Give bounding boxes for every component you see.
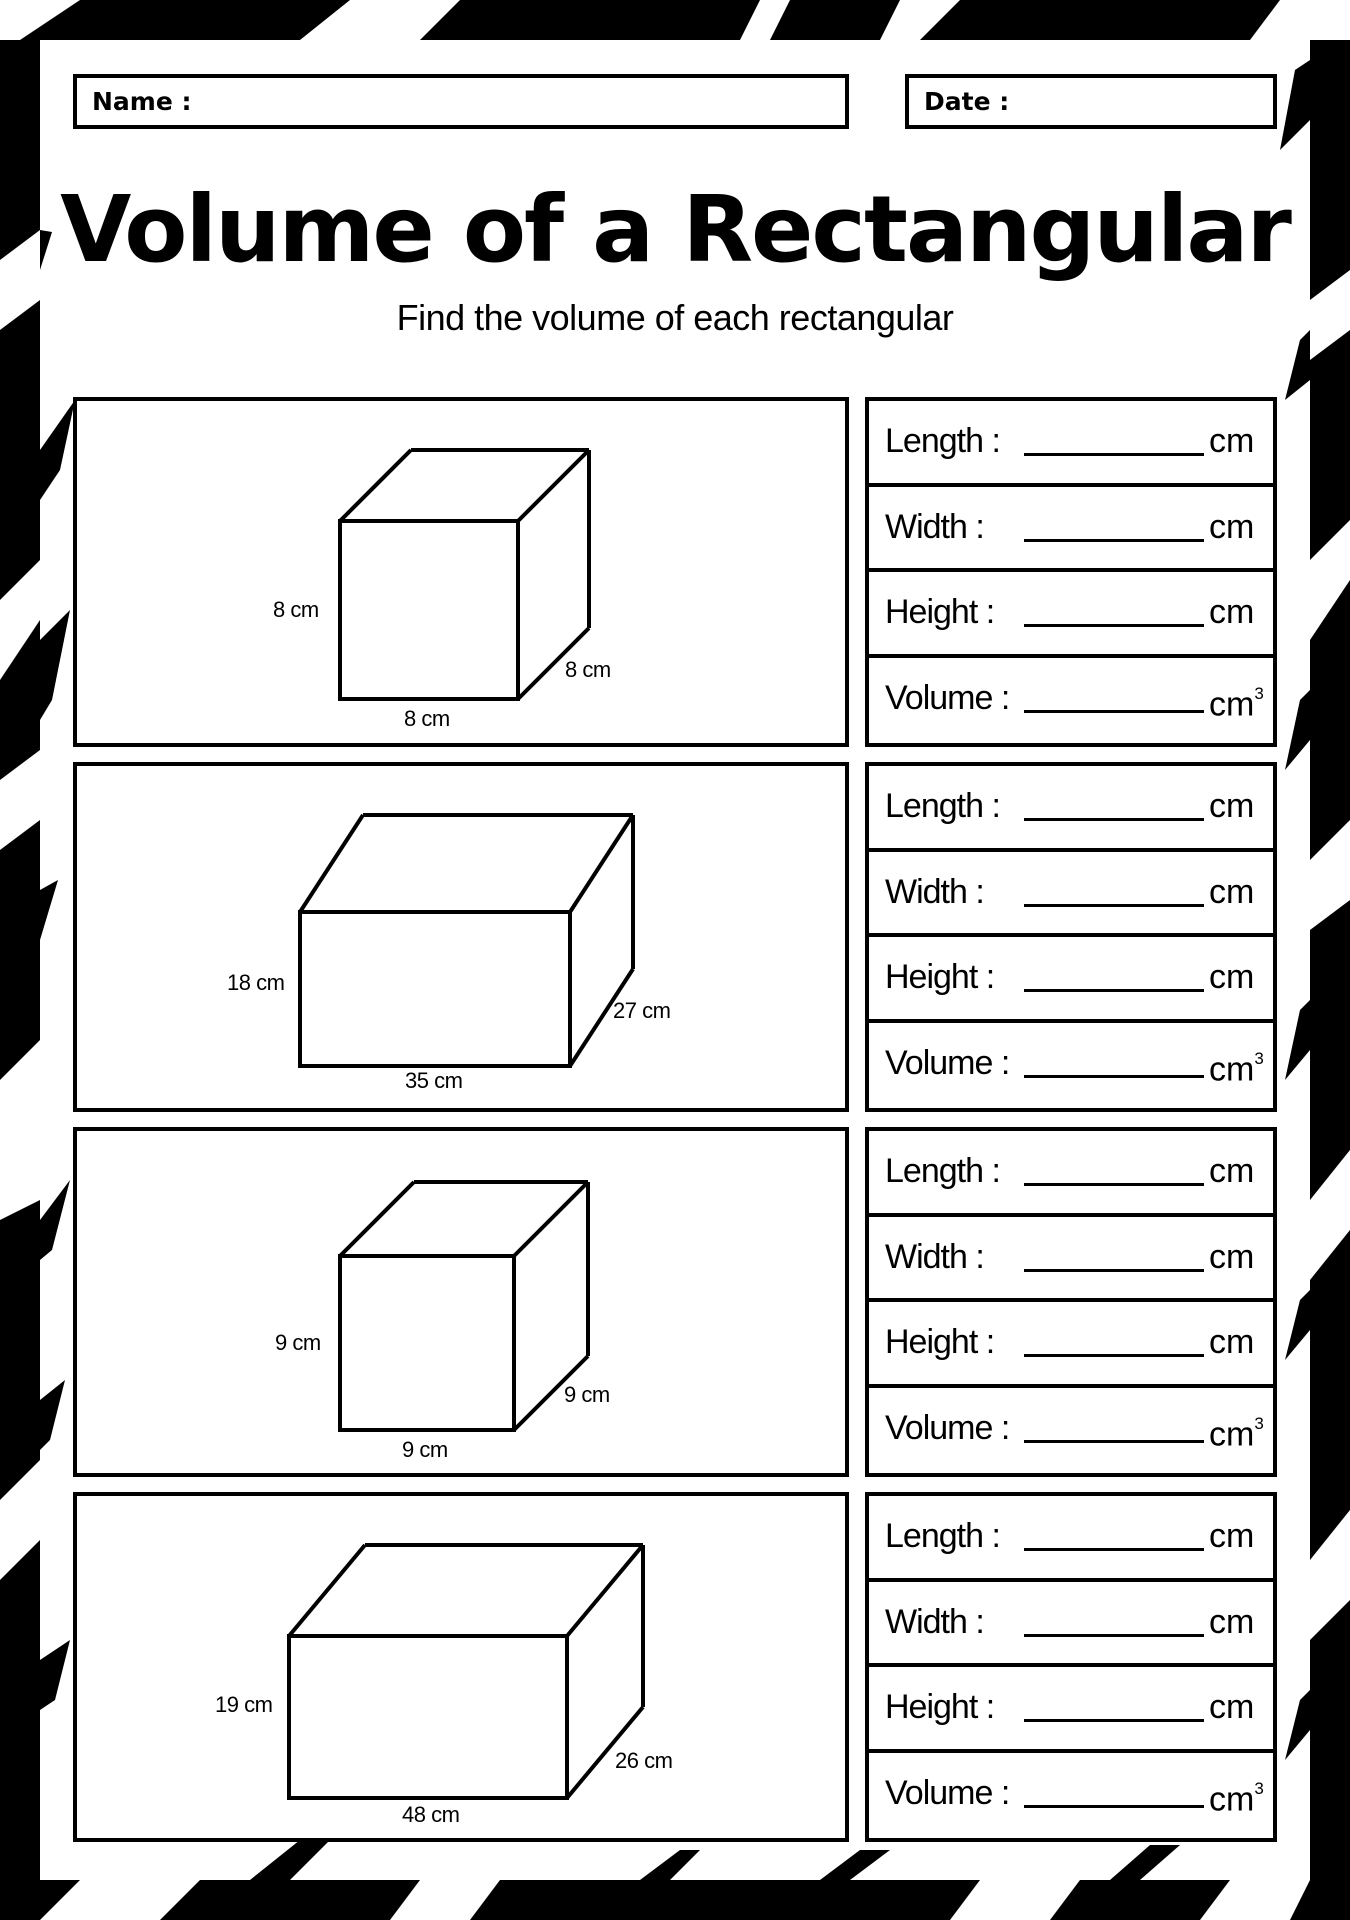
problem-3-height-label: 9 cm <box>275 1330 321 1355</box>
page-title: Volume of a Rectangular <box>60 176 1290 283</box>
volume-unit-label: $cm^3$ <box>1209 683 1264 723</box>
length-row <box>869 1496 1273 1582</box>
volume-unit-label: $cm^3$ <box>1209 1413 1264 1453</box>
width-answer-blank[interactable] <box>1024 539 1204 542</box>
problem-1-answers <box>865 397 1277 747</box>
length-label: Length : <box>885 1152 1000 1190</box>
rectangular-prism-4 <box>77 1496 853 1846</box>
unit-label: cm <box>1209 872 1255 911</box>
problem-3-depth-label: 9 cm <box>564 1382 610 1407</box>
date-field[interactable]: Date : <box>905 74 1277 129</box>
volume-answer-blank[interactable] <box>1024 1075 1204 1078</box>
problem-3-figure <box>73 1127 849 1477</box>
height-answer-blank[interactable] <box>1024 624 1204 627</box>
width-answer-blank[interactable] <box>1024 1269 1204 1272</box>
height-row <box>869 937 1273 1023</box>
width-row <box>869 1217 1273 1303</box>
problem-4-depth-label: 26 cm <box>615 1748 673 1773</box>
length-answer-blank[interactable] <box>1024 453 1204 456</box>
rectangular-prism-1 <box>77 401 853 751</box>
unit-label: cm <box>1209 422 1255 460</box>
height-answer-blank[interactable] <box>1024 989 1204 992</box>
height-row <box>869 572 1273 658</box>
problem-3-length-label: 9 cm <box>402 1437 448 1462</box>
height-label: Height : <box>885 1688 995 1726</box>
length-row <box>869 401 1273 487</box>
name-field[interactable]: Name : <box>73 74 849 129</box>
volume-row <box>869 658 1273 744</box>
problem-4-answers <box>865 1492 1277 1842</box>
length-row <box>869 766 1273 852</box>
rectangular-prism-2 <box>77 766 853 1116</box>
volume-unit-label: $cm^3$ <box>1209 1048 1264 1088</box>
length-label: Length : <box>885 422 1000 460</box>
length-label: Length : <box>885 1517 1000 1555</box>
length-row <box>869 1131 1273 1217</box>
problem-2-figure <box>73 762 849 1112</box>
volume-answer-blank[interactable] <box>1024 1805 1204 1808</box>
volume-row <box>869 1753 1273 1839</box>
volume-answer-blank[interactable] <box>1024 1440 1204 1443</box>
volume-row <box>869 1388 1273 1474</box>
unit-label: cm <box>1209 1237 1255 1276</box>
rectangular-prism-3 <box>77 1131 853 1481</box>
unit-label: cm <box>1209 1517 1255 1555</box>
problem-2-height-label: 18 cm <box>227 970 285 995</box>
width-label: Width : <box>885 1602 984 1641</box>
problem-3-answers <box>865 1127 1277 1477</box>
width-label: Width : <box>885 872 984 911</box>
problem-4-height-label: 19 cm <box>215 1692 273 1717</box>
volume-row <box>869 1023 1273 1109</box>
height-row <box>869 1302 1273 1388</box>
unit-label: cm <box>1209 958 1255 996</box>
unit-label: cm <box>1209 1323 1255 1361</box>
unit-label: cm <box>1209 787 1255 825</box>
height-row <box>869 1667 1273 1753</box>
height-answer-blank[interactable] <box>1024 1719 1204 1722</box>
page-subtitle: Find the volume of each rectangular <box>396 297 954 338</box>
height-label: Height : <box>885 958 995 996</box>
unit-label: cm <box>1209 1152 1255 1190</box>
problem-1-figure <box>73 397 849 747</box>
height-label: Height : <box>885 1323 995 1361</box>
volume-answer-blank[interactable] <box>1024 710 1204 713</box>
length-label: Length : <box>885 787 1000 825</box>
width-row <box>869 487 1273 573</box>
problem-1-height-label: 8 cm <box>273 597 319 622</box>
width-label: Width : <box>885 507 984 546</box>
volume-label: Volume : <box>885 1408 1010 1447</box>
unit-label: cm <box>1209 593 1255 631</box>
problem-2-length-label: 35 cm <box>405 1068 463 1093</box>
height-answer-blank[interactable] <box>1024 1354 1204 1357</box>
problem-4-length-label: 48 cm <box>402 1802 460 1827</box>
problem-2-depth-label: 27 cm <box>613 998 671 1023</box>
unit-label: cm <box>1209 1602 1255 1641</box>
volume-label: Volume : <box>885 678 1010 717</box>
volume-label: Volume : <box>885 1773 1010 1812</box>
length-answer-blank[interactable] <box>1024 818 1204 821</box>
width-label: Width : <box>885 1237 984 1276</box>
unit-label: cm <box>1209 1688 1255 1726</box>
width-answer-blank[interactable] <box>1024 904 1204 907</box>
problem-4-figure <box>73 1492 849 1842</box>
width-row <box>869 1582 1273 1668</box>
problem-2-answers <box>865 762 1277 1112</box>
volume-unit-label: $cm^3$ <box>1209 1778 1264 1818</box>
length-answer-blank[interactable] <box>1024 1548 1204 1551</box>
problem-1-length-label: 8 cm <box>404 706 450 731</box>
width-row <box>869 852 1273 938</box>
width-answer-blank[interactable] <box>1024 1634 1204 1637</box>
length-answer-blank[interactable] <box>1024 1183 1204 1186</box>
unit-label: cm <box>1209 507 1255 546</box>
volume-label: Volume : <box>885 1043 1010 1082</box>
problem-1-depth-label: 8 cm <box>565 657 611 682</box>
height-label: Height : <box>885 593 995 631</box>
